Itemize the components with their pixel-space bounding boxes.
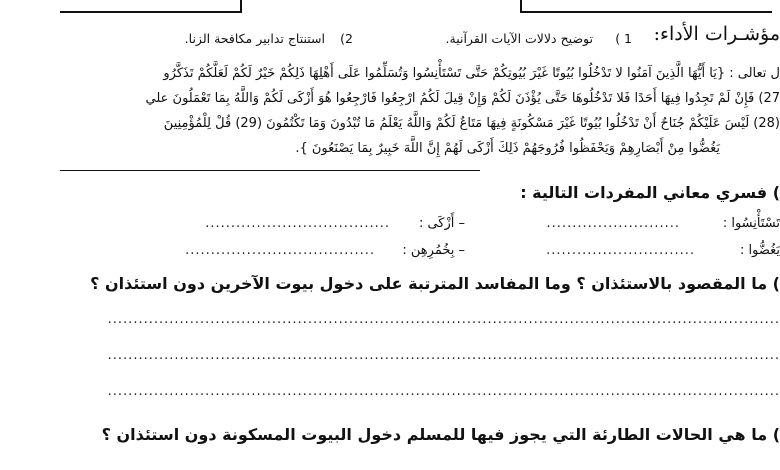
vocab-word-3: يَغُضُّوا : xyxy=(739,243,780,258)
question-3-title: ) ما هي الحالات الطارئة التي يجوز فيها للمسلم دخول البيوت المسكونة دون استئذان ؟ xyxy=(101,425,780,444)
verse-line-2: 27) فَإِنْ لَمْ تَجِدُوا فِيهَا أَحَدًا فَلا تَدْخُلُوهَا حَتَّى يُؤْذَنَ لَكُمْ وَإِنْ قِيلَ لَكُمُ ارْجِعُوا فَارْجِعُوا هُوَ أَزْكَى لَكُمْ وَاللَّهُ بِمَا تَعْمَلُونَ علي xyxy=(145,91,780,106)
question-2-answer-line-3[interactable]: ................................................................................................................................... xyxy=(107,384,780,399)
vocab-answer-2[interactable]: .................................... xyxy=(205,216,390,231)
indicator-2-text: استنتاج تدابير مكافحة الزنا. xyxy=(184,31,325,46)
indicator-2-number: 2) xyxy=(340,31,353,46)
verse-line-1: ل تعالى : {يَا أَيُّهَا الَّذِينَ آمَنُوا لا تَدْخُلُوا بُيُوتًا غَيْرَ بُيُوتِكُمْ حَتَّى تَسْتَأْنِسُوا وَتُسَلِّمُوا عَلَى أَهْلِهَا ذَلِكُمْ خَيْرٌ لَكُمْ لَعَلَّكُمْ تَذَكَّرُو xyxy=(163,66,780,81)
question-2-answer-line-2[interactable]: ................................................................................................................................... xyxy=(107,348,780,363)
top-box-right xyxy=(520,0,772,13)
indicator-1-number: 1 ) xyxy=(615,31,632,46)
vocab-word-2: – أَزْكَى : xyxy=(418,216,465,231)
verse-line-4: يَغُضُّوا مِنْ أَبْصَارِهِمْ وَيَحْفَظُوا فُرُوجَهُمْ ذَلِكَ أَزْكَى لَهُمْ إِنَّ اللَّهَ خَبِيرٌ بِمَا يَصْنَعُونَ }. xyxy=(295,141,720,156)
indicator-1-text: توضيح دلالات الآيات القرآنية. xyxy=(445,31,593,46)
vocab-answer-3[interactable]: ............................. xyxy=(546,243,695,258)
performance-indicators-title: مؤشـرات الأداء: xyxy=(653,23,780,45)
question-1-title: ) فسري معاني المفردات التالية : xyxy=(520,183,780,202)
question-2-title: ) ما المقصود بالاستئذان ؟ وما المفاسد المترتبة على دخول بيوت الآخرين دون استئذان ؟ xyxy=(90,274,780,293)
verse-line-3: (28) لَيْسَ عَلَيْكُمْ جُنَاحٌ أَنْ تَدْخُلُوا بُيُوتًا غَيْرَ مَسْكُونَةٍ فِيهَا مَتَاعٌ لَكُمْ وَاللَّهُ يَعْلَمُ مَا تُبْدُونَ وَمَا تَكْتُمُونَ (29) قُلْ لِلْمُؤْمِنِينَ xyxy=(163,116,780,131)
separator-rule xyxy=(60,170,480,171)
vocab-word-4: – بِخُمُرِهِن : xyxy=(402,243,465,258)
top-box-left xyxy=(60,0,242,13)
vocab-answer-4[interactable]: ..................................... xyxy=(185,243,375,258)
vocab-word-1: تَسْتَأْنِسُوا : xyxy=(722,216,780,231)
vocab-answer-1[interactable]: .......................... xyxy=(546,216,680,231)
question-2-answer-line-1[interactable]: ................................................................................................................................... xyxy=(107,312,780,327)
